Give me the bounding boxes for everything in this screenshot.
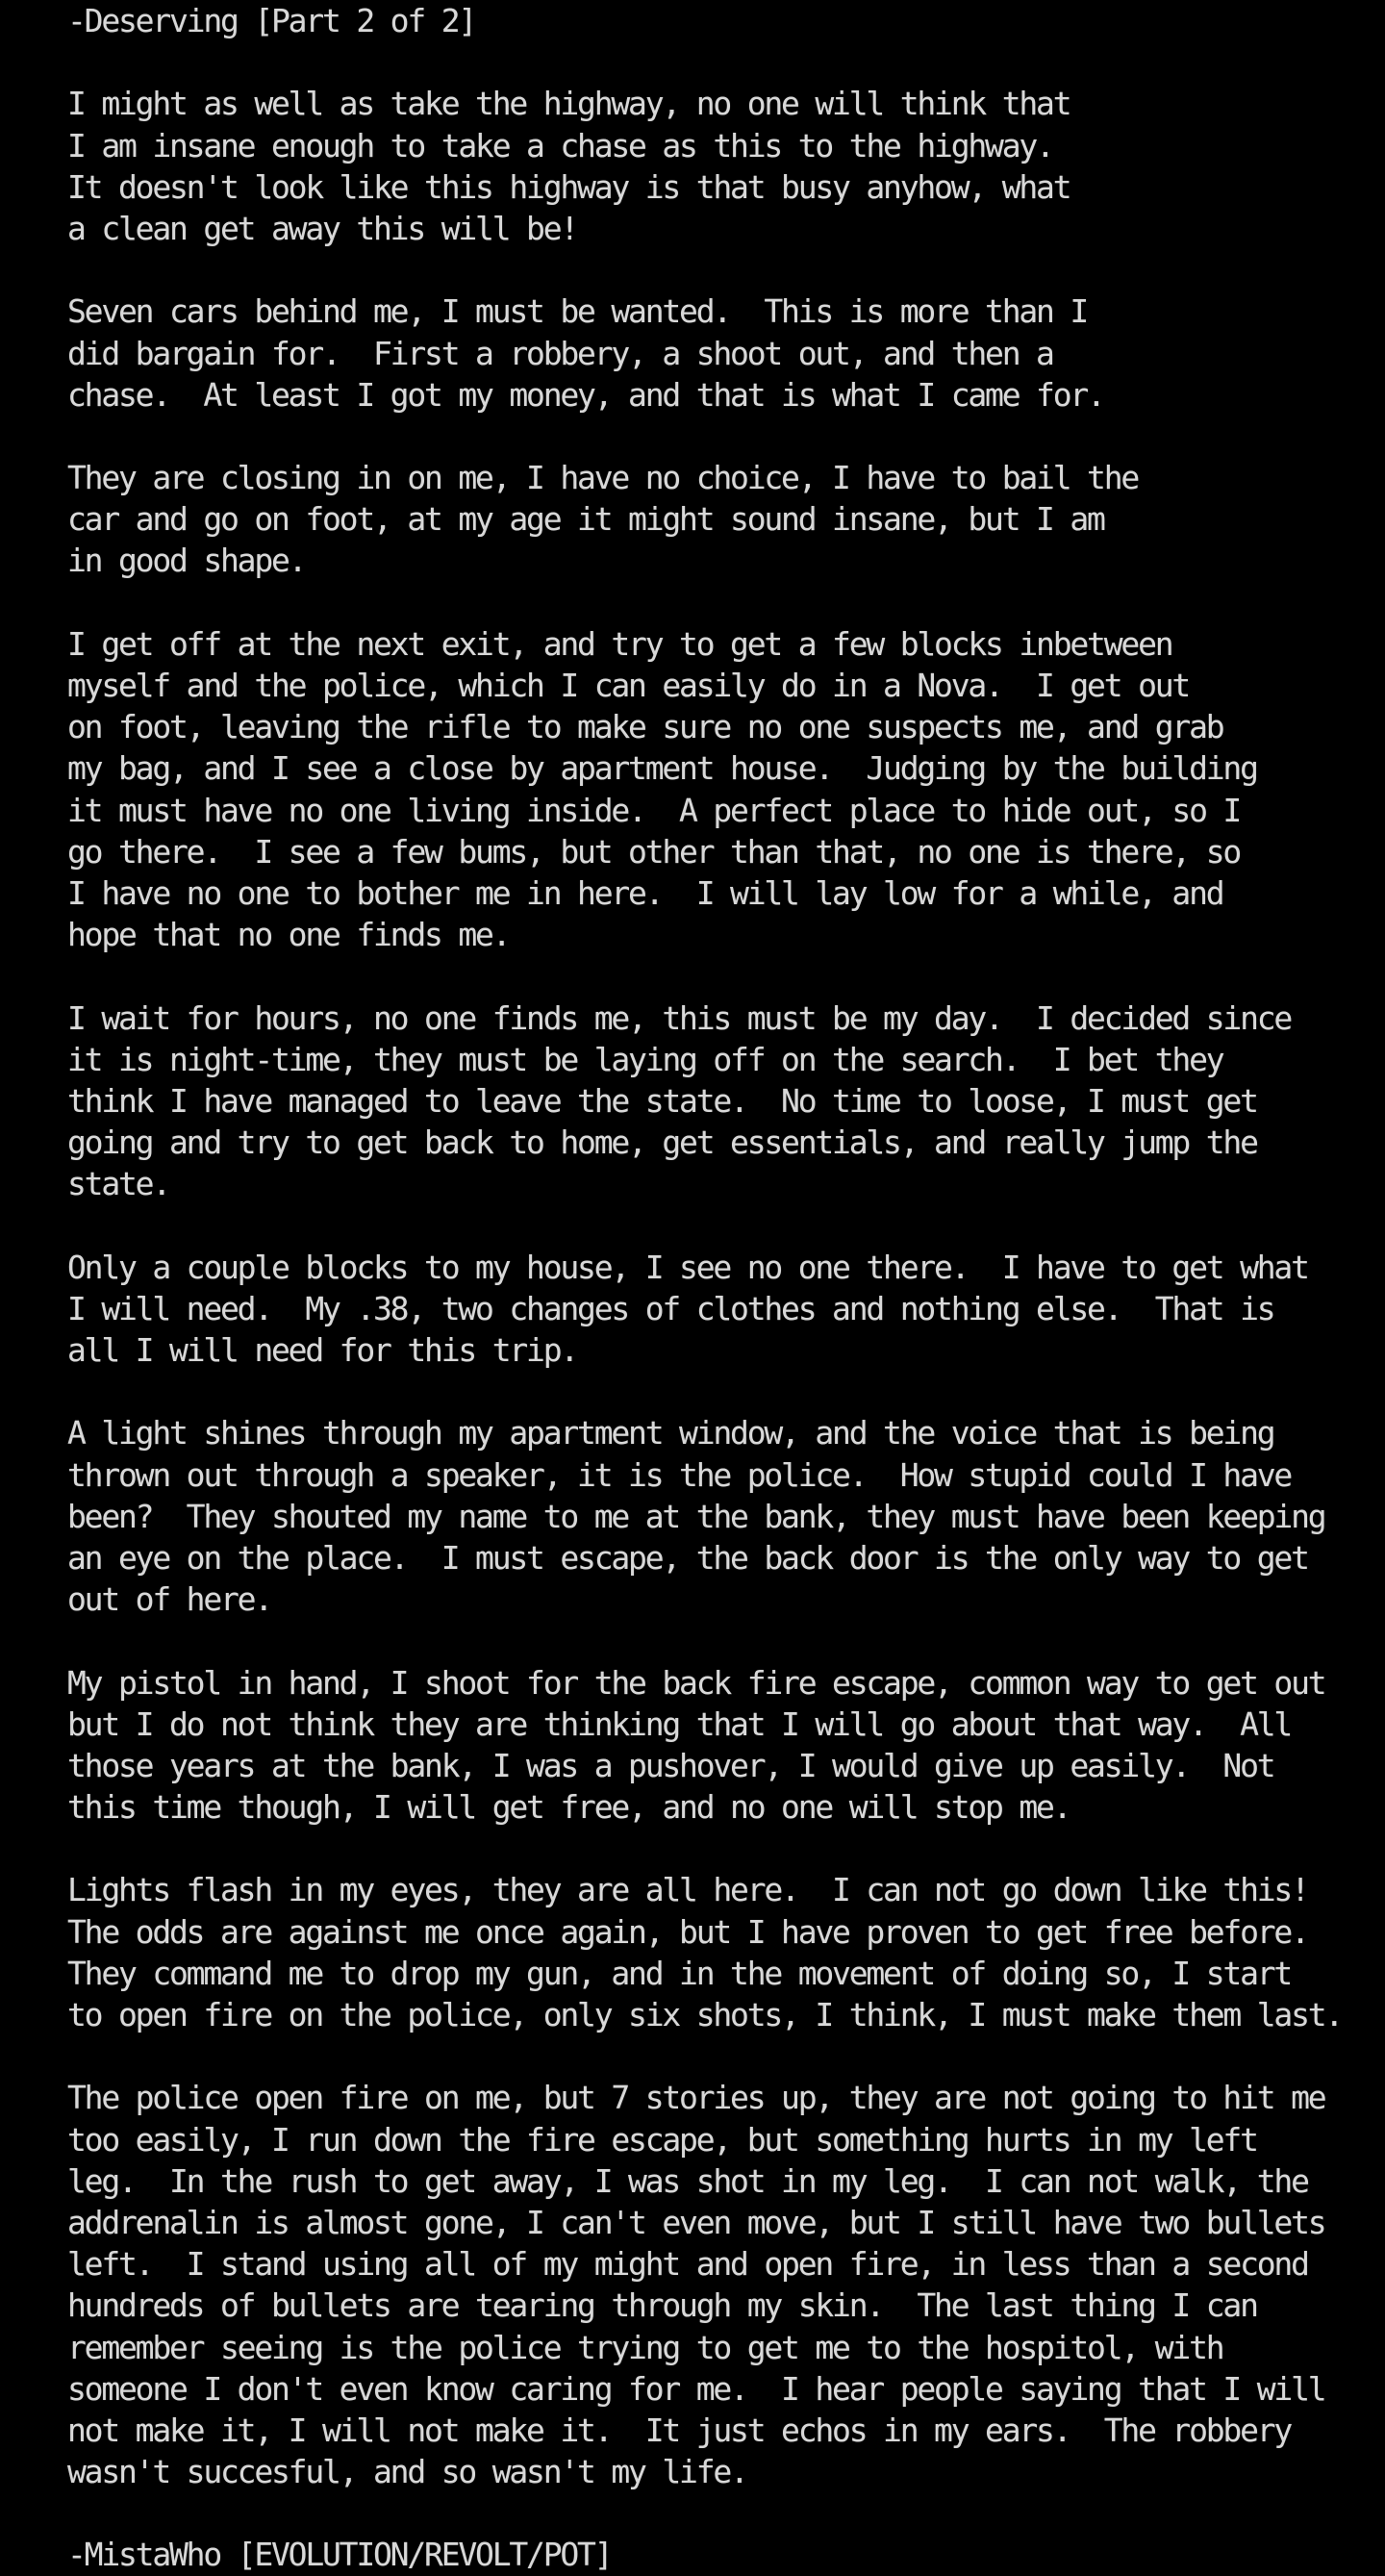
text-line: but I do not think they are thinking that I will go about that way. All	[67, 1705, 1292, 1743]
text-line: thrown out through a speaker, it is the police. How stupid could I have	[67, 1455, 1292, 1494]
text-line: on foot, leaving the rifle to make sure no one suspects me, and grab	[67, 708, 1223, 746]
text-line: left. I stand using all of my might and open fire, in less than a second	[67, 2245, 1308, 2284]
text-line: Seven cars behind me, I must be wanted. This is more than I	[67, 292, 1088, 331]
document-lines	[67, 0, 1342, 2576]
text-line: all I will need for this trip.	[67, 1331, 578, 1369]
text-line: going and try to get back to home, get essentials, and really jump the	[67, 1124, 1257, 1162]
text-line: this time though, I will get free, and no one will stop me.	[67, 1788, 1070, 1827]
text-line	[67, 955, 1342, 997]
text-line: been? They shouted my name to me at the bank, they must have been keeping	[67, 1497, 1325, 1535]
text-line: in good shape.	[67, 542, 306, 580]
text-line: it is night-time, they must be laying off on the search. I bet they	[67, 1040, 1223, 1078]
text-line: a clean get away this will be!	[67, 209, 578, 247]
text-line	[67, 1620, 1342, 1661]
text-line: The police open fire on me, but 7 stories up, they are not going to hit me	[67, 2079, 1325, 2117]
text-line: think I have managed to leave the state. No time to loose, I must get	[67, 1081, 1257, 1120]
text-line	[67, 41, 1342, 83]
text-line	[67, 1371, 1342, 1412]
text-line: I am insane enough to take a chase as this to the highway.	[67, 126, 1053, 164]
text-line	[67, 416, 1342, 457]
text-line	[67, 1204, 1342, 1246]
text-line: It doesn't look like this highway is that busy anyhow, what	[67, 167, 1070, 206]
text-line: remember seeing is the police trying to get me to the hospitol, with	[67, 2328, 1223, 2366]
text-line: My pistol in hand, I shoot for the back fire escape, common way to get out	[67, 1663, 1325, 1702]
text-line: car and go on foot, at my age it might sound insane, but I am	[67, 500, 1104, 539]
text-line: I have no one to bother me in here. I will lay low for a while, and	[67, 873, 1223, 912]
text-line	[67, 249, 1342, 290]
document-title: -Deserving [Part 2 of 2]	[67, 2, 476, 39]
text-line: I get off at the next exit, and try to get a few blocks inbetween	[67, 624, 1172, 663]
text-line: myself and the police, which I can easily do in a Nova. I get out	[67, 667, 1190, 704]
text-line: my bag, and I see a close by apartment house. Judging by the building	[67, 749, 1257, 788]
text-line: not make it, I will not make it. It just echos in my ears. The robbery	[67, 2411, 1292, 2449]
text-line	[67, 2492, 1342, 2534]
text-line: chase. At least I got my money, and that is what I came for.	[67, 375, 1104, 414]
text-line: someone I don't even know caring for me. I hear people saying that I will	[67, 2369, 1325, 2408]
text-line: state.	[67, 1165, 170, 1203]
text-line: to open fire on the police, only six shots, I think, I must make them last.	[67, 1996, 1343, 2033]
text-line: wasn't succesful, and so wasn't my life.	[67, 2453, 747, 2491]
text-line	[67, 1828, 1342, 1869]
text-line: They command me to drop my gun, and in the movement of doing so, I start	[67, 1954, 1292, 1992]
text-line: I wait for hours, no one finds me, this must be my day. I decided since	[67, 998, 1292, 1037]
text-line: I will need. My .38, two changes of clothes and nothing else. That is	[67, 1289, 1274, 1327]
text-line: I might as well as take the highway, no one will think that	[67, 85, 1070, 123]
text-line: addrenalin is almost gone, I can't even move, but I still have two bullets	[67, 2203, 1325, 2241]
text-line: hundreds of bullets are tearing through my skin. The last thing I can	[67, 2286, 1257, 2325]
text-line: hope that no one finds me.	[67, 916, 510, 954]
text-line: those years at the bank, I was a pushover, I would give up easily. Not	[67, 1746, 1274, 1784]
text-line: A light shines through my apartment window, and the voice that is being	[67, 1414, 1274, 1452]
text-line: They are closing in on me, I have no choice, I have to bail the	[67, 459, 1139, 497]
text-line	[67, 582, 1342, 623]
text-line	[67, 2035, 1342, 2077]
text-line: go there. I see a few bums, but other than that, no one is there, so	[67, 832, 1241, 871]
text-line: Lights flash in my eyes, they are all here. I can not go down like this!	[67, 1871, 1308, 1909]
text-line: too easily, I run down the fire escape, but something hurts in my left	[67, 2120, 1257, 2159]
text-line: did bargain for. First a robbery, a shoot out, and then a	[67, 334, 1053, 372]
text-line: The odds are against me once again, but I have proven to get free before.	[67, 1912, 1308, 1951]
text-line: an eye on the place. I must escape, the back door is the only way to get	[67, 1538, 1308, 1577]
text-line: it must have no one living inside. A perfect place to hide out, so I	[67, 791, 1241, 829]
text-line: leg. In the rush to get away, I was shot in my leg. I can not walk, the	[67, 2161, 1308, 2200]
document-signature: -MistaWho [EVOLUTION/REVOLT/POT]	[67, 2536, 612, 2574]
text-line: Only a couple blocks to my house, I see no one there. I have to get what	[67, 1248, 1308, 1286]
text-line: out of here.	[67, 1580, 272, 1619]
